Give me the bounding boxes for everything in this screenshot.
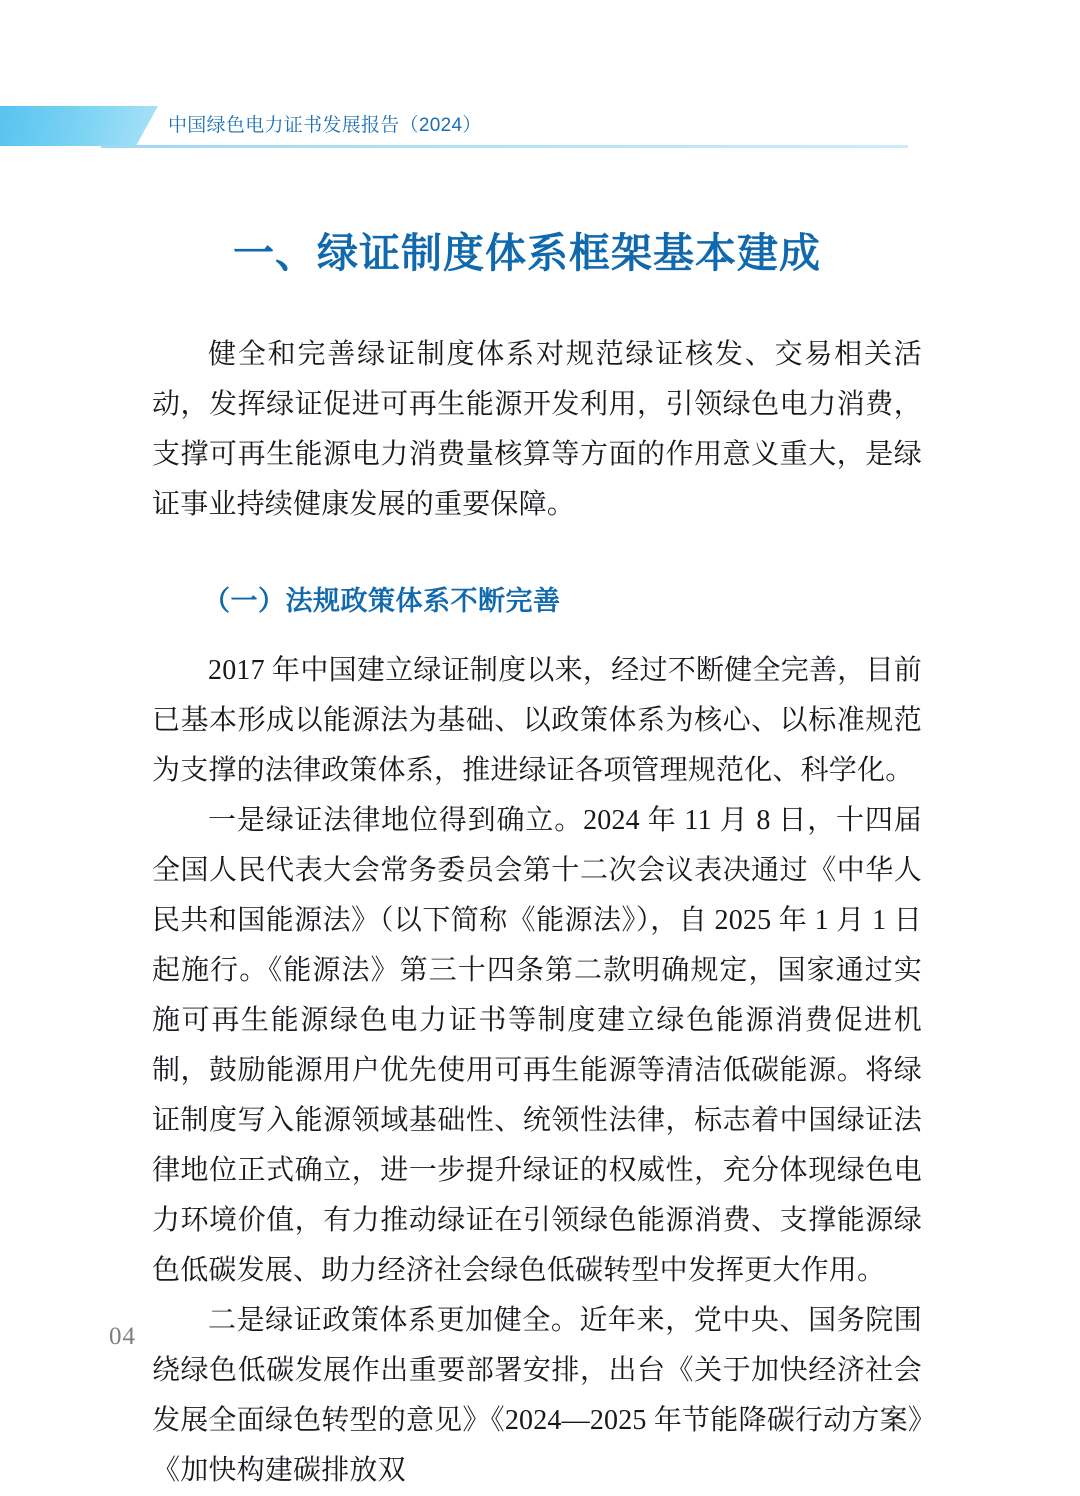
header-divider-rule [101, 145, 908, 148]
subsection-heading: （一）法规政策体系不断完善 [203, 586, 561, 616]
paragraph-3: 二是绿证政策体系更加健全。近年来，党中央、国务院围绕绿色低碳发展作出重要部署安排，出台《关于加快经济社会发展全面绿色转型的意见》《2024—2025 年节能降碳行动方案》《加快构建碳排放双 [152, 1305, 922, 1486]
paragraph-intro: 健全和完善绿证制度体系对规范绿证核发、交易相关活动，发挥绿证促进可再生能源开发利用，引领绿色电力消费，支撑可再生能源电力消费量核算等方面的作用意义重大，是绿证事业持续健康发展的重要保障。 [152, 339, 922, 520]
spacer-before-subheading [152, 530, 922, 576]
section-heading: 一、绿证制度体系框架基本建成 [233, 230, 821, 277]
body-text-block [152, 330, 922, 1496]
paragraph-2: 一是绿证法律地位得到确立。2024 年 11 月 8 日，十四届全国人民代表大会常务委员会第十二次会议表决通过《中华人民共和国能源法》（以下简称《能源法》），自 2025 年 1 月 1 日起施行。《能源法》第三十四条第二款明确规定，国家通过实施可再生能源绿色电力证书等制度建立绿色能源消费促进机制，鼓励能源用户优先使用可再生能源等清洁低碳能源。将绿证制度写入能源领域基础性、统领性法律，标志着中国绿证法律地位正式确立，进一步提升绿证的权威性，充分体现绿色电力环境价值，有力推动绿证在引领绿色能源消费、支撑能源绿色低碳发展、助力经济社会绿色低碳转型中发挥更大作用。 [152, 805, 922, 1286]
running-header-title: 中国绿色电力证书发展报告（2024） [168, 115, 482, 136]
page-number: 04 [109, 1323, 136, 1350]
paragraph-1: 2017 年中国建立绿证制度以来，经过不断健全完善，目前已基本形成以能源法为基础、以政策体系为核心、以标准规范为支撑的法律政策体系，推进绿证各项管理规范化、科学化。 [152, 655, 922, 786]
page-header [0, 0, 1080, 170]
header-accent-band [0, 106, 158, 146]
spacer-after-subheading [152, 626, 922, 646]
